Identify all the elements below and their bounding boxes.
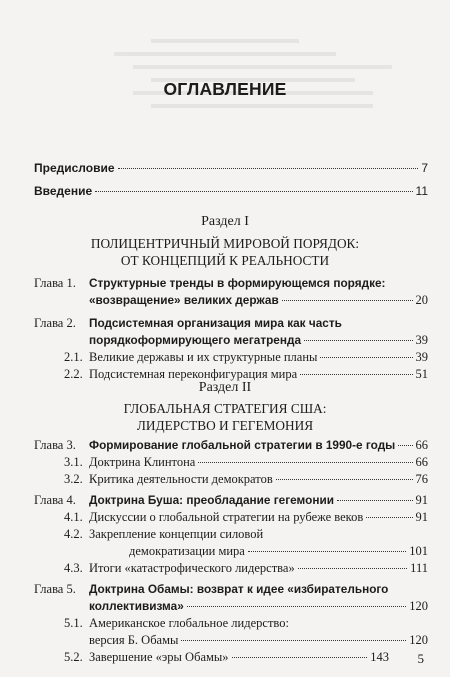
subsection-title: Доктрина Клинтона <box>89 455 196 469</box>
dot-leader <box>282 300 413 301</box>
subsection-page: 111 <box>410 561 428 575</box>
chapter-title-line: коллективизма» <box>89 599 184 613</box>
chapter-label: Глава 1. <box>34 276 76 290</box>
dot-leader <box>248 551 406 552</box>
subsection-number: 4.1. <box>64 510 83 524</box>
subsection-title-line: Американское глобальное лидерство: <box>89 616 289 630</box>
page-number: 5 <box>417 651 424 666</box>
subsection-page: 51 <box>415 367 428 381</box>
toc-chapter[interactable] <box>34 275 428 309</box>
section-title-line: ЛИДЕРСТВО И ГЕГЕМОНИЯ <box>136 418 314 433</box>
chapter-page: 91 <box>415 493 428 507</box>
subsection-title-line: демократизации мира <box>129 544 245 558</box>
dot-leader <box>304 340 412 341</box>
subsection-title-line: версия Б. Обамы <box>89 633 179 647</box>
subsection-page: 66 <box>415 455 428 469</box>
chapter-label: Глава 2. <box>34 316 76 330</box>
dot-leader <box>298 568 407 569</box>
chapter-title-line: порядкоформирующего мегатренда <box>89 333 302 347</box>
section-title-line: ГЛОБАЛЬНАЯ СТРАТЕГИЯ США: <box>123 401 327 416</box>
chapter-label: Глава 3. <box>34 438 76 452</box>
chapter-page: 39 <box>415 333 428 347</box>
subsection-title: Великие державы и их структурные планы <box>89 350 318 364</box>
dot-leader <box>95 191 412 192</box>
toc-subsection[interactable] <box>34 349 428 366</box>
toc-subsection[interactable] <box>34 454 428 471</box>
toc-chapter[interactable] <box>34 437 428 454</box>
dot-leader <box>187 606 406 607</box>
chapter-title-line: «возвращение» великих держав <box>89 293 279 307</box>
dot-leader <box>398 445 412 446</box>
subsection-page: 143 <box>370 650 389 664</box>
toc-chapter[interactable] <box>34 315 428 349</box>
subsection-number: 2.2. <box>64 367 83 381</box>
entry-title: Введение <box>34 184 93 198</box>
toc-subsection[interactable] <box>34 509 428 526</box>
toc-chapter[interactable] <box>34 492 428 509</box>
subsection-title: Завершение «эры Обамы» <box>89 650 229 664</box>
entry-page: 7 <box>421 161 428 175</box>
chapter-title-line: Подсистемная организация мира как часть <box>89 316 342 330</box>
section-heading: Раздел II <box>198 380 252 395</box>
entry-page: 11 <box>415 184 428 198</box>
chapter-page: 20 <box>415 293 428 307</box>
dot-leader <box>181 640 406 641</box>
dot-leader <box>337 500 413 501</box>
subsection-number: 3.1. <box>64 455 83 469</box>
subsection-page: 101 <box>409 544 428 558</box>
subsection-number: 3.2. <box>64 472 83 486</box>
chapter-title-line: Доктрина Буша: преобладание гегемонии <box>89 493 334 507</box>
section-title-line: ПОЛИЦЕНТРИЧНЫЙ МИРОВОЙ ПОРЯДОК: <box>90 236 360 251</box>
toc-chapter[interactable] <box>34 581 428 615</box>
chapter-page: 66 <box>415 438 428 452</box>
section-heading: Раздел I <box>201 214 249 229</box>
toc-subsection[interactable] <box>34 649 428 666</box>
dot-leader <box>366 517 412 518</box>
dot-leader <box>118 168 419 169</box>
chapter-label: Глава 4. <box>34 493 76 507</box>
toc-subsection[interactable] <box>34 560 428 577</box>
entry-title: Предисловие <box>34 161 115 175</box>
subsection-title: Подсистемная переконфигурация мира <box>89 367 298 381</box>
subsection-title-line: Закрепление концепции силовой <box>89 527 264 541</box>
page-title: ОГЛАВЛЕНИЕ <box>163 79 287 99</box>
section-title-line: ОТ КОНЦЕПЦИЙ К РЕАЛЬНОСТИ <box>120 253 330 268</box>
subsection-number: 5.1. <box>64 616 83 630</box>
subsection-page: 91 <box>415 510 428 524</box>
subsection-page: 39 <box>415 350 428 364</box>
toc-entry-introduction[interactable] <box>34 184 428 200</box>
subsection-number: 4.3. <box>64 561 83 575</box>
subsection-title: Дискуссии о глобальной стратегии на рубеже веков <box>89 510 364 524</box>
chapter-title-line: Формирование глобальной стратегии в 1990-е годы <box>89 438 396 452</box>
chapter-page: 120 <box>409 599 428 613</box>
toc-entry-preface[interactable] <box>34 161 428 177</box>
dot-leader <box>232 657 368 658</box>
dot-leader <box>276 479 413 480</box>
dot-leader <box>320 357 412 358</box>
subsection-number: 4.2. <box>64 527 83 541</box>
dot-leader <box>300 374 412 375</box>
toc-subsection[interactable] <box>34 615 428 649</box>
subsection-number: 2.1. <box>64 350 83 364</box>
subsection-title: Итоги «катастрофического лидерства» <box>89 561 295 575</box>
subsection-page: 76 <box>415 472 428 486</box>
toc-subsection[interactable] <box>34 526 428 560</box>
subsection-page: 120 <box>409 633 428 647</box>
chapter-title-line: Структурные тренды в формирующемся порядке: <box>89 276 386 290</box>
chapter-label: Глава 5. <box>34 582 76 596</box>
dot-leader <box>198 462 412 463</box>
subsection-number: 5.2. <box>64 650 83 664</box>
toc-subsection[interactable] <box>34 471 428 488</box>
section-title <box>0 400 450 434</box>
chapter-title-line: Доктрина Обамы: возврат к идее «избирательного <box>89 582 389 596</box>
subsection-title: Критика деятельности демократов <box>89 472 273 486</box>
section-title <box>0 235 450 269</box>
